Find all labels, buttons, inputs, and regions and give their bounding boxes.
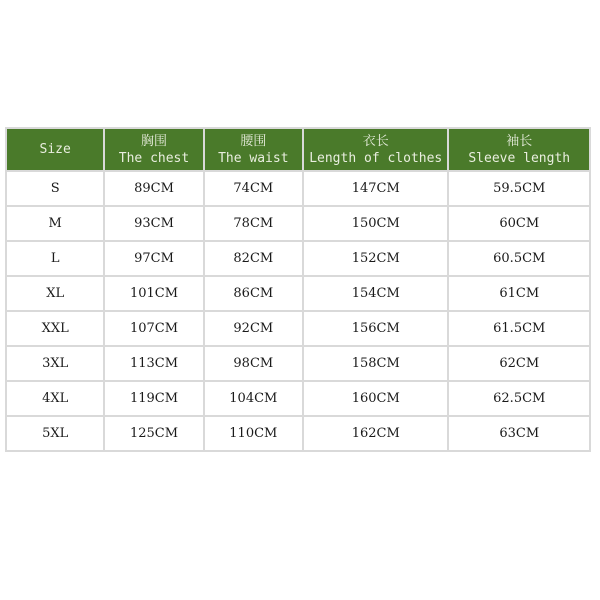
size-chart-table xyxy=(5,127,591,452)
length-cell: 162CM xyxy=(304,417,448,450)
length-cell: 160CM xyxy=(304,382,448,415)
waist-cell: 74CM xyxy=(205,172,302,205)
size-cell: M xyxy=(7,207,103,240)
length-cell: 150CM xyxy=(304,207,448,240)
chest-cell: 97CM xyxy=(105,242,202,275)
waist-cell: 110CM xyxy=(205,417,302,450)
size-cell: 4XL xyxy=(7,382,103,415)
chest-cell: 119CM xyxy=(105,382,202,415)
sleeve-cell: 61.5CM xyxy=(449,312,589,345)
table-row xyxy=(7,382,589,415)
size-cell: 5XL xyxy=(7,417,103,450)
sleeve-cell: 62CM xyxy=(449,347,589,380)
size-cell: XXL xyxy=(7,312,103,345)
header-chest xyxy=(105,129,202,170)
chest-cell: 107CM xyxy=(105,312,202,345)
length-cell: 158CM xyxy=(304,347,448,380)
size-cell: XL xyxy=(7,277,103,310)
header-length-en: Length of clothes xyxy=(309,150,443,166)
sleeve-cell: 59.5CM xyxy=(449,172,589,205)
header-size-label: Size xyxy=(39,142,71,157)
header-length-cn: 衣长 xyxy=(362,133,389,149)
table-row xyxy=(7,312,589,345)
sleeve-cell: 62.5CM xyxy=(449,382,589,415)
table-row xyxy=(7,277,589,310)
waist-cell: 104CM xyxy=(205,382,302,415)
chest-cell: 93CM xyxy=(105,207,202,240)
header-sleeve-en: Sleeve length xyxy=(468,150,571,166)
table-row xyxy=(7,347,589,380)
header-waist-en: The waist xyxy=(218,150,289,166)
waist-cell: 78CM xyxy=(205,207,302,240)
size-cell: 3XL xyxy=(7,347,103,380)
header-sleeve xyxy=(449,129,589,170)
waist-cell: 82CM xyxy=(205,242,302,275)
header-row xyxy=(7,129,589,170)
table-row xyxy=(7,172,589,205)
length-cell: 147CM xyxy=(304,172,448,205)
chest-cell: 101CM xyxy=(105,277,202,310)
waist-cell: 92CM xyxy=(205,312,302,345)
table-row xyxy=(7,242,589,275)
header-length xyxy=(304,129,448,170)
length-cell: 154CM xyxy=(304,277,448,310)
chest-cell: 113CM xyxy=(105,347,202,380)
length-cell: 152CM xyxy=(304,242,448,275)
header-chest-cn: 胸围 xyxy=(140,133,167,149)
header-size xyxy=(7,129,103,170)
chest-cell: 89CM xyxy=(105,172,202,205)
header-chest-en: The chest xyxy=(118,150,190,166)
size-cell: S xyxy=(7,172,103,205)
waist-cell: 86CM xyxy=(205,277,302,310)
size-cell: L xyxy=(7,242,103,275)
chest-cell: 125CM xyxy=(105,417,202,450)
sleeve-cell: 63CM xyxy=(449,417,589,450)
header-waist-cn: 腰围 xyxy=(240,133,267,149)
waist-cell: 98CM xyxy=(205,347,302,380)
table-row xyxy=(7,207,589,240)
length-cell: 156CM xyxy=(304,312,448,345)
sleeve-cell: 60.5CM xyxy=(449,242,589,275)
table-row xyxy=(7,417,589,450)
sleeve-cell: 61CM xyxy=(449,277,589,310)
header-sleeve-cn: 袖长 xyxy=(506,133,533,149)
header-waist xyxy=(205,129,302,170)
sleeve-cell: 60CM xyxy=(449,207,589,240)
